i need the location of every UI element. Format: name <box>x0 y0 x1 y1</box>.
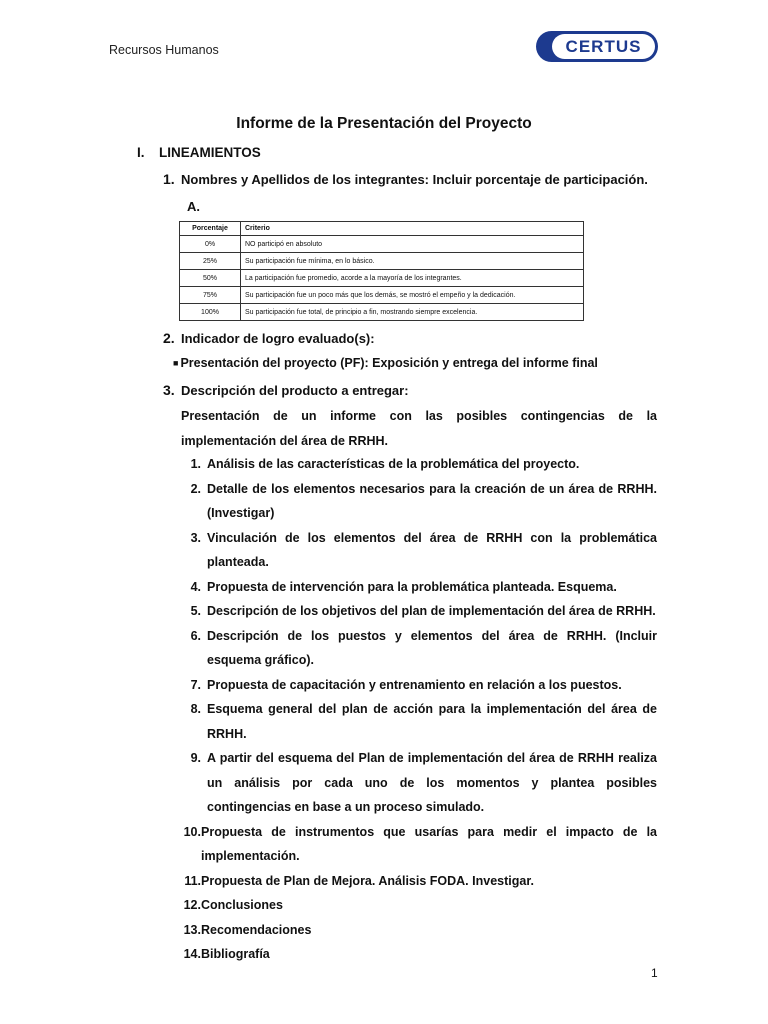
list-item-number: 14. <box>183 947 201 961</box>
list-item <box>181 452 657 477</box>
list-item <box>181 697 657 746</box>
deliverables-list <box>181 452 657 967</box>
bullet-item <box>173 356 598 370</box>
list-item-number: 13. <box>183 922 201 937</box>
table-row <box>180 253 584 270</box>
list-item <box>181 575 657 600</box>
table-cell-criteria: NO participó en absoluto <box>241 236 584 253</box>
bullet-text: Presentación del proyecto (PF): Exposición y entrega del informe final <box>180 356 598 370</box>
list-item-text: Esquema general del plan de acción para la implementación del área de RRHH. <box>207 702 657 741</box>
table-cell-percentage: 50% <box>180 270 241 287</box>
list-item-text: A partir del esquema del Plan de implementación del área de RRHH realiza un análisis por cada uno de los momentos y plantea posibles contingencias en base a un proceso simulado. <box>207 751 657 814</box>
list-item <box>181 673 657 698</box>
header-department: Recursos Humanos <box>109 43 219 57</box>
list-item-text: Propuesta de Plan de Mejora. Análisis FODA. Investigar. <box>201 873 534 888</box>
table-cell-criteria: La participación fue promedio, acorde a la mayoría de los integrantes. <box>241 270 584 287</box>
list-item-number: 7. <box>190 677 201 692</box>
page-title: Informe de la Presentación del Proyecto <box>236 115 532 132</box>
subsection-3-text: Descripción del producto a entregar: <box>181 383 409 398</box>
table-cell-percentage: 25% <box>180 253 241 270</box>
subsection-3 <box>163 382 409 398</box>
table-row <box>180 287 584 304</box>
list-item <box>181 599 657 624</box>
list-item-text: Conclusiones <box>201 898 283 912</box>
list-item-number: 10. <box>183 824 201 839</box>
section-heading <box>137 145 261 160</box>
table-cell-criteria: Su participación fue total, de principio a fin, mostrando siempre excelencia. <box>241 304 584 321</box>
table-cell-percentage: 75% <box>180 287 241 304</box>
product-description: Presentación de un informe con las posibles contingencias de la implementación del área de RRHH. <box>181 409 657 448</box>
list-item <box>181 893 657 918</box>
list-item-text: Análisis de las características de la problemática del proyecto. <box>207 457 580 471</box>
list-item-number: 12. <box>183 898 201 912</box>
table-cell-criteria: Su participación fue mínima, en lo básico. <box>241 253 584 270</box>
list-item-text: Bibliografía <box>201 947 270 961</box>
square-bullet-icon: ■ <box>173 358 179 368</box>
list-item-number: 6. <box>190 628 201 643</box>
list-item <box>181 918 657 943</box>
list-item-number: 5. <box>190 604 201 618</box>
list-item <box>181 526 657 575</box>
list-item <box>181 477 657 526</box>
list-item-text: Propuesta de intervención para la problemática planteada. Esquema. <box>207 579 617 594</box>
subsection-1 <box>163 171 648 187</box>
table-row <box>180 304 584 321</box>
list-item-text: Detalle de los elementos necesarios para la creación de un área de RRHH. (Investigar) <box>207 481 657 520</box>
list-item-number: 11. <box>184 873 201 888</box>
list-item <box>181 746 657 820</box>
subsection-1-number: 1. <box>163 171 175 187</box>
subsection-1-text: Nombres y Apellidos de los integrantes: Incluir porcentaje de participación. <box>181 172 648 187</box>
list-item-number: 4. <box>190 579 201 594</box>
table-header-percentage: Porcentaje <box>180 222 241 236</box>
table-cell-percentage: 0% <box>180 236 241 253</box>
list-item-text: Propuesta de capacitación y entrenamiento en relación a los puestos. <box>207 677 622 692</box>
list-item <box>181 820 657 869</box>
list-item-number: 1. <box>190 457 201 471</box>
logo-text: CERTUS <box>552 34 655 59</box>
section-number: I. <box>137 145 145 160</box>
list-item-text: Recomendaciones <box>201 922 312 937</box>
table-cell-criteria: Su participación fue un poco más que los demás, se mostró el empeño y la dedicación. <box>241 287 584 304</box>
criteria-table <box>179 221 584 321</box>
list-item-number: 2. <box>190 481 201 496</box>
list-item-number: 8. <box>190 702 201 716</box>
table-header-criteria: Criterio <box>241 222 584 236</box>
list-item <box>181 942 657 967</box>
list-item-text: Vinculación de los elementos del área de RRHH con la problemática planteada. <box>207 530 657 569</box>
list-item-text: Descripción de los puestos y elementos del área de RRHH. (Incluir esquema gráfico). <box>207 628 657 667</box>
section-title: LINEAMIENTOS <box>159 145 261 160</box>
subsection-2 <box>163 330 375 346</box>
list-item-text: Descripción de los objetivos del plan de implementación del área de RRHH. <box>207 604 656 618</box>
certus-logo <box>536 31 658 62</box>
list-item-text: Propuesta de instrumentos que usarías para medir el impacto de la implementación. <box>201 824 657 863</box>
subsection-2-text: Indicador de logro evaluado(s): <box>181 331 375 346</box>
list-item-number: 3. <box>190 530 201 545</box>
table-cell-percentage: 100% <box>180 304 241 321</box>
table-header-row <box>180 222 584 236</box>
subsection-2-number: 2. <box>163 330 175 346</box>
list-item <box>181 624 657 673</box>
page-number: 1 <box>651 966 658 980</box>
list-item-number: 9. <box>190 751 201 765</box>
table-row <box>180 236 584 253</box>
subsection-a-label: A. <box>187 199 200 214</box>
list-item <box>181 869 657 894</box>
table-row <box>180 270 584 287</box>
subsection-3-number: 3. <box>163 382 175 398</box>
